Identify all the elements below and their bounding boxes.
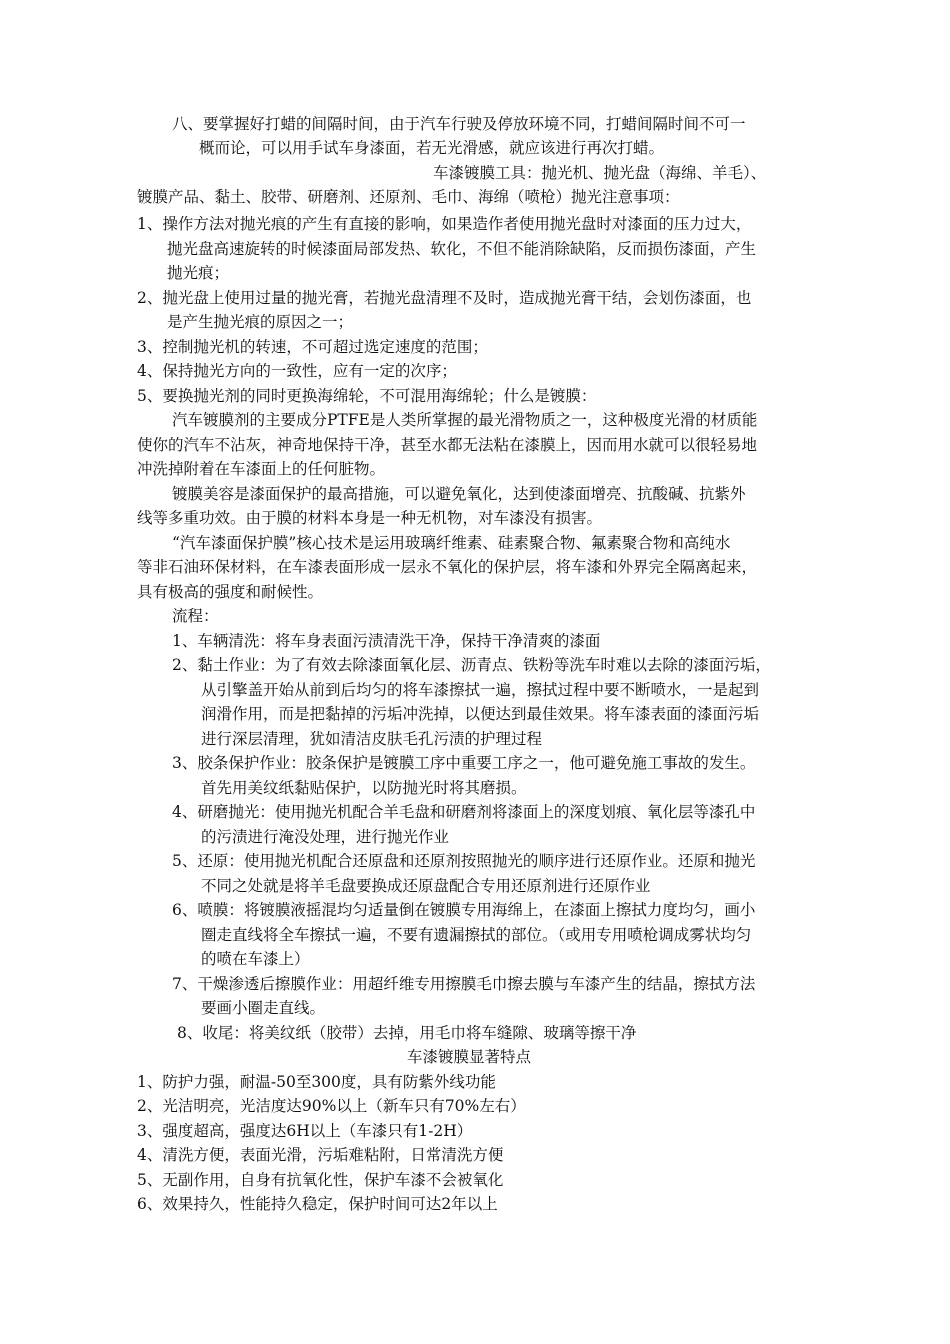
paragraph-3-line-1: “汽车漆面保护膜”核心技术是运用玻璃纤维素、硅素聚合物、氟素聚合物和高纯水 (172, 534, 731, 552)
process-step-4-line-2: 的污渍进行淹没处理，进行抛光作业 (201, 828, 450, 846)
polish-note-1-line-1: 1、操作方法对抛光痕的产生有直接的影响，如果造作者使用抛光盘时对漆面的压力过大， (137, 215, 752, 233)
tools-line-2: 镀膜产品、黏土、胶带、研磨剂、还原剂、毛巾、海绵（喷枪）抛光注意事项： (137, 188, 680, 206)
polish-note-3: 3、控制抛光机的转速，不可超过选定速度的范围； (137, 338, 488, 356)
process-step-6-line-2: 圈走直线将全车擦拭一遍，不要有遗漏擦拭的部位。（或用专用喷枪调成雾状均匀 (201, 926, 752, 944)
polish-note-2-line-1: 2、抛光盘上使用过量的抛光膏，若抛光盘清理不及时，造成抛光膏干结，会划伤漆面，也 (137, 289, 752, 307)
process-step-5-line-2: 不同之处就是将羊毛盘要换成还原盘配合专用还原剂进行还原作业 (201, 877, 651, 895)
process-step-2-line-4: 进行深层清理，犹如清洁皮肤毛孔污渍的护理过程 (201, 730, 543, 748)
process-step-1: 1、车辆清洗：将车身表面污渍清洗干净，保持干净清爽的漆面 (172, 632, 601, 650)
process-step-6-line-1: 6、喷膜：将镀膜液摇混均匀适量倒在镀膜专用海绵上，在漆面上擦拭力度均匀，画小 (172, 901, 756, 919)
process-step-2-line-2: 从引擎盖开始从前到后均匀的将车漆擦拭一遍，擦拭过程中要不断喷水，一是起到 (201, 681, 760, 699)
paragraph-1-line-2: 使你的汽车不沾灰，神奇地保持干净，甚至水都无法粘在漆膜上，因而用水就可以很轻易地 (137, 436, 758, 454)
process-step-3-line-1: 3、胶条保护作业：胶条保护是镀膜工序中重要工序之一，他可避免施工事故的发生。 (172, 754, 756, 772)
process-step-7-line-2: 要画小圈走直线。 (201, 999, 326, 1017)
feature-1: 1、防护力强，耐温-50至300度，具有防紫外线功能 (137, 1073, 496, 1091)
intro-line-2: 概而论，可以用手试车身漆面，若无光滑感，就应该进行再次打蜡。 (199, 139, 665, 157)
paragraph-2-line-1: 镀膜美容是漆面保护的最高措施，可以避免氧化，达到使漆面增亮、抗酸碱、抗紫外 (172, 485, 746, 503)
feature-5: 5、无副作用，自身有抗氧化性，保护车漆不会被氧化 (137, 1171, 504, 1189)
process-step-4-line-1: 4、研磨抛光：使用抛光机配合羊毛盘和研磨剂将漆面上的深度划痕、氧化层等漆孔中 (172, 803, 756, 821)
paragraph-2-line-2: 线等多重功效。由于膜的材料本身是一种无机物，对车漆没有损害。 (137, 509, 603, 527)
polish-note-4: 4、保持抛光方向的一致性，应有一定的次序； (137, 362, 457, 380)
paragraph-1-line-3: 冲洗掉附着在车漆面上的任何脏物。 (137, 460, 386, 478)
feature-6: 6、效果持久，性能持久稳定，保护时间可达2年以上 (137, 1195, 498, 1213)
paragraph-3-line-2: 等非石油环保材料，在车漆表面形成一层永不氧化的保护层，将车漆和外界完全隔离起来， (137, 558, 758, 576)
feature-4: 4、清洗方便，表面光滑，污垢难粘附，日常清洗方便 (137, 1146, 504, 1164)
process-heading: 流程： (172, 607, 219, 625)
process-step-2-line-3: 润滑作用，而是把黏掉的污垢冲洗掉，以便达到最佳效果。将车漆表面的漆面污垢 (201, 705, 760, 723)
polish-note-5: 5、要换抛光剂的同时更换海绵轮，不可混用海绵轮；什么是镀膜： (137, 387, 597, 405)
feature-3: 3、强度超高，强度达6H以上（车漆只有1-2H） (137, 1122, 473, 1140)
feature-2: 2、光洁明亮，光洁度达90%以上（新车只有70%左右） (137, 1097, 526, 1115)
paragraph-3-line-3: 具有极高的强度和耐候性。 (137, 583, 324, 601)
tools-line-1: 车漆镀膜工具：抛光机、抛光盘（海绵、羊毛）、 (433, 164, 767, 182)
features-heading: 车漆镀膜显著特点 (407, 1048, 532, 1066)
process-step-3-line-2: 首先用美纹纸黏贴保护，以防抛光时将其磨损。 (201, 779, 527, 797)
process-step-2-line-1: 2、黏土作业：为了有效去除漆面氧化层、沥青点、铁粉等洗车时难以去除的漆面污垢， (172, 656, 771, 674)
polish-note-1-line-2: 抛光盘高速旋转的时候漆面局部发热、软化，不但不能消除缺陷，反而损伤漆面，产生 (167, 240, 757, 258)
intro-line-1: 八、要掌握好打蜡的间隔时间，由于汽车行驶及停放环境不同，打蜡间隔时间不可一 (172, 115, 746, 133)
process-step-5-line-1: 5、还原：使用抛光机配合还原盘和还原剂按照抛光的顺序进行还原作业。还原和抛光 (172, 852, 756, 870)
process-step-6-line-3: 的喷在车漆上） (201, 950, 310, 968)
paragraph-1-line-1: 汽车镀膜剂的主要成分PTFE是人类所掌握的最光滑物质之一，这种极度光滑的材质能 (172, 411, 758, 429)
process-step-8: 8、收尾：将美纹纸（胶带）去掉，用毛巾将车缝隙、玻璃等擦干净 (177, 1024, 637, 1042)
polish-note-1-line-3: 抛光痕； (167, 264, 230, 282)
process-step-7-line-1: 7、干燥渗透后擦膜作业：用超纤维专用擦膜毛巾擦去膜与车漆产生的结晶，擦拭方法 (172, 975, 756, 993)
polish-note-2-line-2: 是产生抛光痕的原因之一； (167, 313, 354, 331)
